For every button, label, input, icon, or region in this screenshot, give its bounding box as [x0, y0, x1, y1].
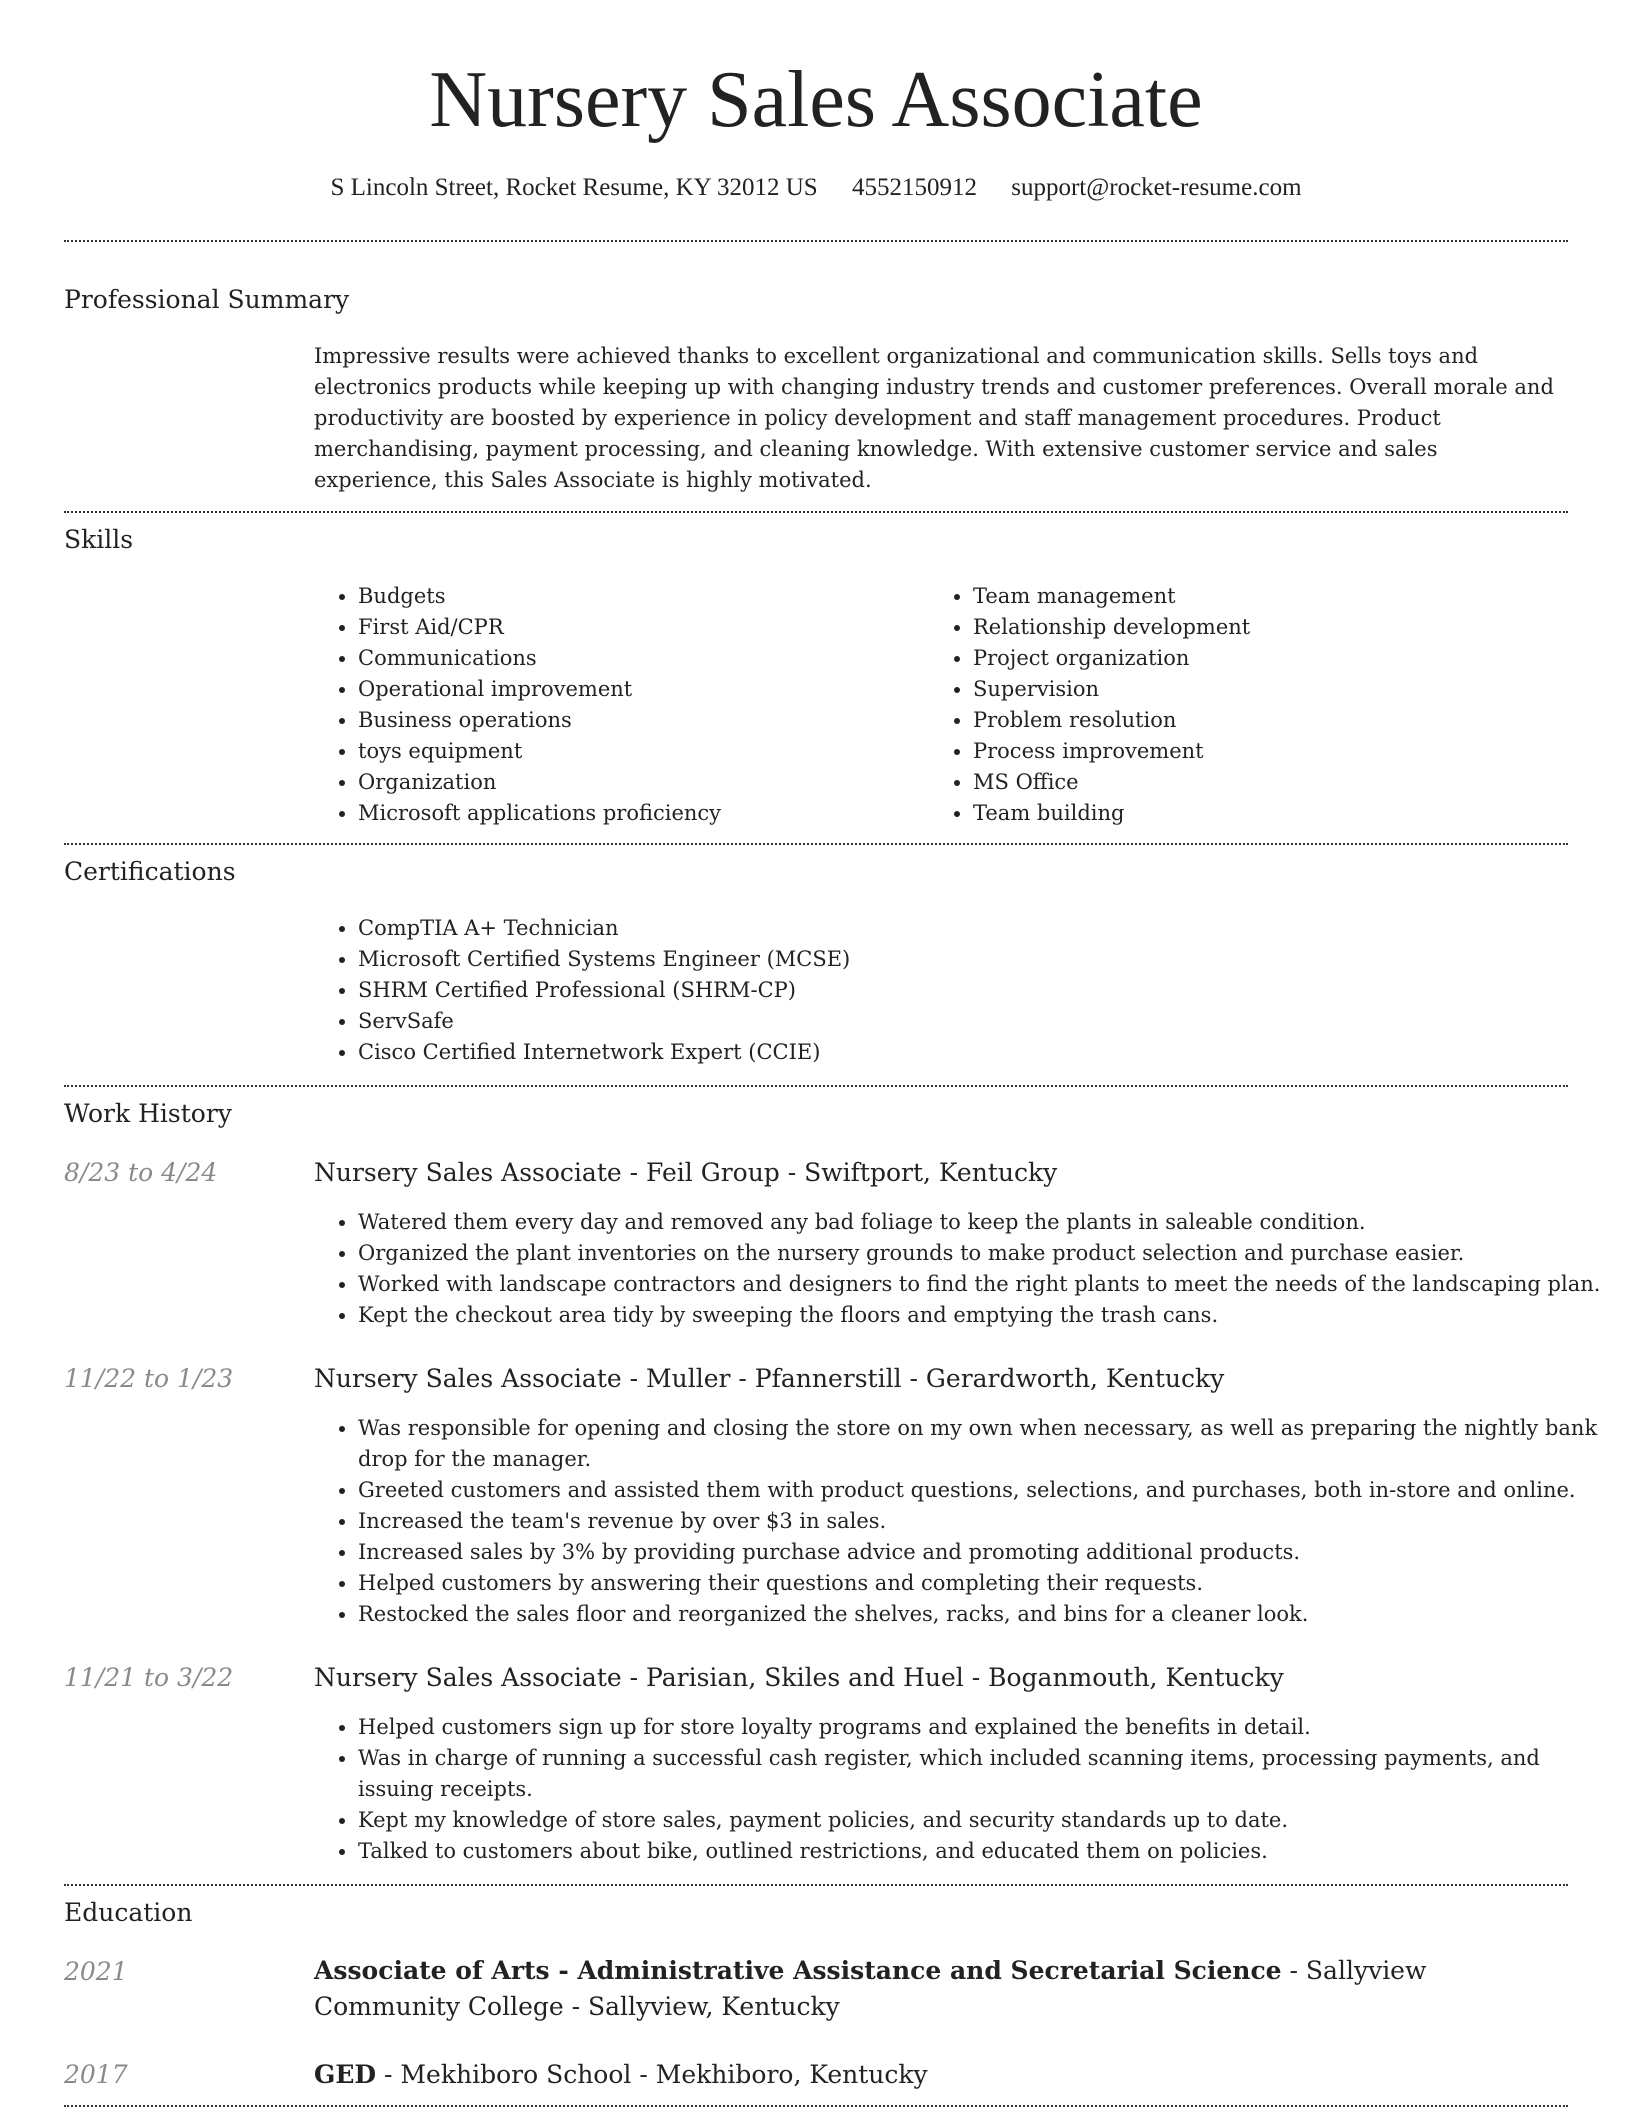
candidate-name: Nursery Sales Associate [429, 56, 1203, 144]
school: - Sallyview Community College - Sallyview, Kentucky [314, 1956, 1427, 2021]
degree: Associate of Arts - Administrative Assistance and Secretarial Science [314, 1956, 1282, 1985]
list-item: • Microsoft applications proficiency [358, 798, 918, 829]
list-item: • Organization [358, 767, 918, 798]
list-item: • Cisco Certified Internetwork Expert (CCIE) [358, 1037, 1558, 1068]
school: - Mekhiboro School - Mekhiboro, Kentucky [376, 2060, 928, 2089]
section-heading-education: Education [64, 1898, 193, 1927]
list-item: • Helped customers sign up for store loyalty programs and explained the benefits in detail. [358, 1712, 1618, 1743]
divider [64, 240, 1568, 242]
education-entry [314, 2057, 1564, 2093]
section-heading-certifications: Certifications [64, 857, 236, 886]
list-item: • Team building [973, 798, 1573, 829]
job-title: Nursery Sales Associate - Feil Group - Swiftport, Kentucky [314, 1158, 1058, 1187]
list-item: • Worked with landscape contractors and designers to find the right plants to meet the needs of the landscaping plan. [358, 1269, 1618, 1300]
list-item: • Organized the plant inventories on the nursery grounds to make product selection and purchase easier. [358, 1238, 1618, 1269]
list-item: • Restocked the sales floor and reorganized the shelves, racks, and bins for a cleaner look. [358, 1599, 1618, 1630]
list-item: • Project organization [973, 643, 1573, 674]
list-item: • Microsoft Certified Systems Engineer (MCSE) [358, 944, 1558, 975]
degree: GED [314, 2060, 377, 2089]
list-item: • Watered them every day and removed any bad foliage to keep the plants in saleable condition. [358, 1207, 1618, 1238]
phone: 4552150912 [851, 174, 977, 201]
list-item: • Communications [358, 643, 918, 674]
address: S Lincoln Street, Rocket Resume, KY 32012 US [330, 174, 818, 201]
education-year: 2021 [64, 1957, 128, 1986]
education-entry [314, 1953, 1564, 2025]
list-item: • Process improvement [973, 736, 1573, 767]
list-item: • Helped customers by answering their questions and completing their requests. [358, 1568, 1618, 1599]
job-dates: 11/21 to 3/22 [64, 1663, 234, 1692]
job-dates: 11/22 to 1/23 [64, 1364, 234, 1393]
section-heading-work-history: Work History [64, 1099, 232, 1128]
summary-text: Impressive results were achieved thanks to excellent organizational and communication skills. Sells toys and electronics products while keeping up with changing industry trends and customer preferences. Overall morale and productivity are boosted by experience in policy development and staff management procedures. Product merchandising, payment processing, and cleaning knowledge. With extensive customer service and sales experience, this Sales Associate is highly motivated. [314, 344, 1554, 492]
list-item: • Talked to customers about bike, outlined restrictions, and educated them on policies. [358, 1836, 1618, 1867]
divider [64, 843, 1568, 845]
list-item: • toys equipment [358, 736, 918, 767]
skills-list-right [929, 581, 1573, 829]
list-item: • Budgets [358, 581, 918, 612]
list-item: • Increased sales by 3% by providing purchase advice and promoting additional products. [358, 1537, 1618, 1568]
list-item: • Greeted customers and assisted them with product questions, selections, and purchases, both in-store and online. [358, 1475, 1618, 1506]
job-bullets [314, 1413, 1618, 1630]
email: support@rocket-resume.com [1011, 174, 1302, 201]
list-item: • Was responsible for opening and closing the store on my own when necessary, as well as preparing the nightly bank drop for the manager. [358, 1413, 1618, 1475]
list-item: • Was in charge of running a successful cash register, which included scanning items, processing payments, and issuing receipts. [358, 1743, 1618, 1805]
divider [64, 1085, 1568, 1087]
list-item: • MS Office [973, 767, 1573, 798]
skills-list-left [314, 581, 918, 829]
list-item: • Kept the checkout area tidy by sweeping the floors and emptying the trash cans. [358, 1300, 1618, 1331]
list-item: • Problem resolution [973, 705, 1573, 736]
section-heading-summary: Professional Summary [64, 285, 350, 314]
contact-line [0, 172, 1632, 204]
list-item: • Supervision [973, 674, 1573, 705]
job-title: Nursery Sales Associate - Muller - Pfannerstill - Gerardworth, Kentucky [314, 1364, 1225, 1393]
divider [64, 2105, 1568, 2107]
list-item: • First Aid/CPR [358, 612, 918, 643]
list-item: • ServSafe [358, 1006, 1558, 1037]
education-year: 2017 [64, 2060, 128, 2089]
list-item: • Relationship development [973, 612, 1573, 643]
list-item: • Increased the team's revenue by over $3 in sales. [358, 1506, 1618, 1537]
job-bullets [314, 1712, 1618, 1867]
certifications-list [314, 913, 1558, 1068]
list-item: • Kept my knowledge of store sales, payment policies, and security standards up to date. [358, 1805, 1618, 1836]
list-item: • CompTIA A+ Technician [358, 913, 1558, 944]
job-dates: 8/23 to 4/24 [64, 1158, 218, 1187]
list-item: • Operational improvement [358, 674, 918, 705]
divider [64, 1884, 1568, 1886]
section-heading-skills: Skills [64, 525, 134, 554]
job-bullets [314, 1207, 1618, 1331]
list-item: • Business operations [358, 705, 918, 736]
list-item: • SHRM Certified Professional (SHRM-CP) [358, 975, 1558, 1006]
divider [64, 511, 1568, 513]
list-item: • Team management [973, 581, 1573, 612]
job-title: Nursery Sales Associate - Parisian, Skiles and Huel - Boganmouth, Kentucky [314, 1663, 1284, 1692]
